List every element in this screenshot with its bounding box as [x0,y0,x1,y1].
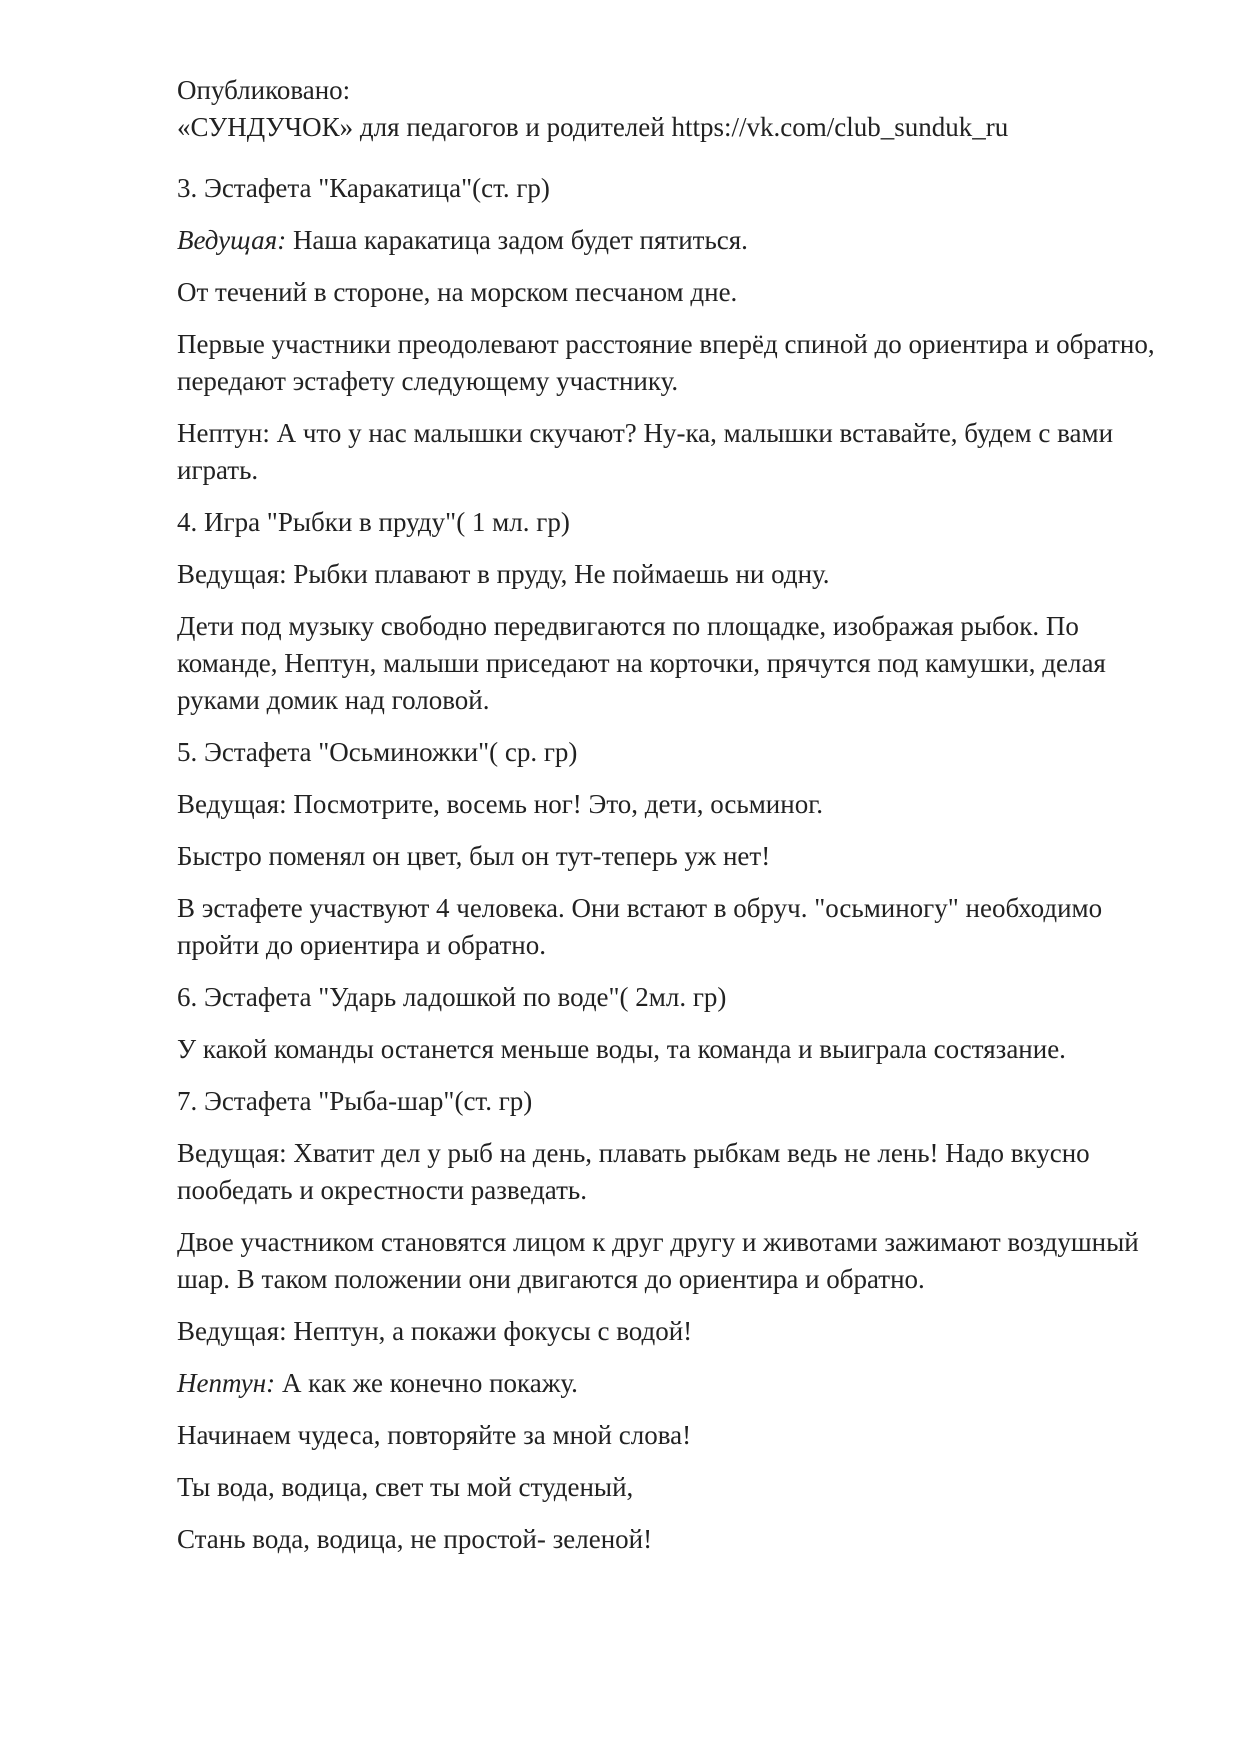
source-line: «СУНДУЧОК» для педагогов и родителей https://vk.com/club_sunduk_ru [177,112,1009,142]
paragraph: От течений в стороне, на морском песчаном дне. [177,277,738,307]
paragraph: Быстро поменял он цвет, был он тут-теперь уж нет! [177,841,771,871]
paragraph: 4. Игра "Рыбки в пруду"( 1 мл. гр) [177,507,570,537]
paragraph: Ведущая: Рыбки плавают в пруду, Не поймаешь ни одну. [177,559,830,589]
paragraph: Начинаем чудеса, повторяйте за мной слова! [177,1420,692,1450]
paragraph: У какой команды останется меньше воды, та команда и выиграла состязание. [177,1034,1066,1064]
paragraph: Двое участником становятся лицом к друг другу и животами зажимают воздушный шар. В таком положении они двигаются до ориентира и обратно. [177,1227,1139,1294]
paragraph: Ведущая: Посмотрите, восемь ног! Это, дети, осьминог. [177,789,823,819]
paragraph: Ведущая: Наша каракатица задом будет пятиться. [177,225,748,255]
paragraph: 5. Эстафета "Осьминожки"( ср. гр) [177,737,578,767]
paragraph: 7. Эстафета "Рыба-шар"(ст. гр) [177,1086,533,1116]
paragraph: Нептун: А что у нас малышки скучают? Ну-ка, малышки вставайте, будем с вами играть. [177,418,1114,485]
paragraph: Дети под музыку свободно передвигаются по площадке, изображая рыбок. По команде, Нептун, малыши приседают на корточки, прячутся под камушки, делая руками домик над головой. [177,611,1106,715]
paragraph: Ведущая: Хватит дел у рыб на день, плавать рыбкам ведь не лень! Надо вкусно пообедать и окрестности разведать. [177,1138,1090,1205]
document-body [177,72,1167,1573]
paragraph: Первые участники преодолевают расстояние вперёд спиной до ориентира и обратно, передают эстафету следующему участнику. [177,329,1155,396]
publication-header [177,72,1167,146]
paragraph: 6. Эстафета "Ударь ладошкой по воде"( 2мл. гр) [177,982,727,1012]
paragraph: Ведущая: Нептун, а покажи фокусы с водой! [177,1316,693,1346]
paragraph: Стань вода, водица, не простой- зеленой! [177,1524,653,1554]
paragraph: 3. Эстафета "Каракатица"(ст. гр) [177,173,550,203]
paragraph: В эстафете участвуют 4 человека. Они встают в обруч. "осьминогу" необходимо пройти до ориентира и обратно. [177,893,1103,960]
speaker-label: Ведущая: [177,225,287,255]
published-label: Опубликовано: [177,75,351,105]
paragraph: Ты вода, водица, свет ты мой студеный, [177,1472,634,1502]
speaker-label: Нептун: [177,1368,276,1398]
paragraph: Нептун: А как же конечно покажу. [177,1368,578,1398]
